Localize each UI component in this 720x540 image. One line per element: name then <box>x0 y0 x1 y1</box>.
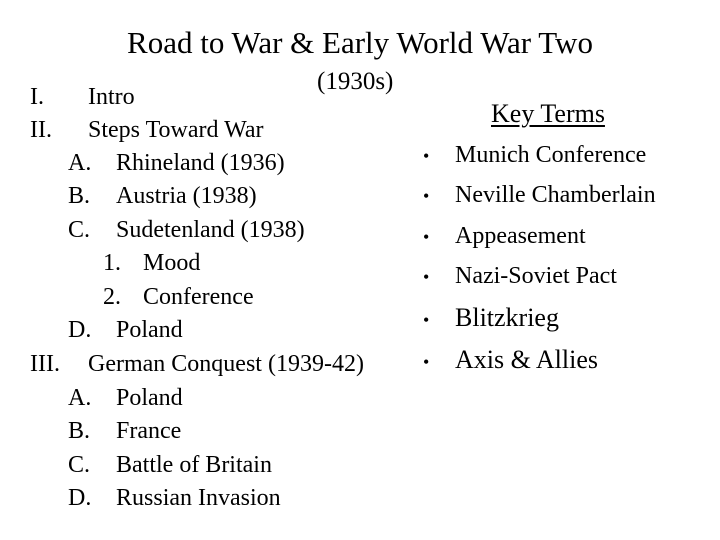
key-term-blitzkrieg: Blitzkrieg <box>455 303 559 332</box>
outline-text: Austria (1938) <box>116 183 257 209</box>
outline-marker: A. <box>68 385 92 411</box>
outline-marker: D. <box>68 317 92 343</box>
outline-text: Conference <box>143 284 254 310</box>
outline-text: Poland <box>116 385 183 411</box>
outline-marker: A. <box>68 150 92 176</box>
outline-text: France <box>116 418 182 444</box>
outline-text: Battle of Britain <box>116 452 272 478</box>
outline-text: Poland <box>116 317 183 343</box>
slide-title: Road to War & Early World War Two <box>127 25 593 60</box>
outline-marker: C. <box>68 217 91 243</box>
key-term-axis-allies: Axis & Allies <box>455 345 599 374</box>
outline-text: Rhineland (1936) <box>116 150 285 176</box>
outline-marker: B. <box>68 183 91 209</box>
outline-marker: D. <box>68 485 92 511</box>
key-terms-heading: Key Terms <box>491 99 605 128</box>
outline-text: Intro <box>88 84 135 110</box>
bullet-icon: • <box>423 267 430 287</box>
bullet-icon: • <box>423 352 430 372</box>
bullet-icon: • <box>423 146 430 166</box>
bullet-icon: • <box>423 227 430 247</box>
key-term-nazi-soviet-pact: Nazi-Soviet Pact <box>455 263 617 289</box>
key-term-appeasement: Appeasement <box>455 223 586 249</box>
outline-text: Sudetenland (1938) <box>116 217 305 243</box>
key-term-munich-conference: Munich Conference <box>455 142 647 168</box>
key-term-neville-chamberlain: Neville Chamberlain <box>455 182 656 208</box>
outline-text: Russian Invasion <box>116 485 281 511</box>
outline-marker: II. <box>30 117 52 143</box>
outline-marker: C. <box>68 452 91 478</box>
outline-marker: 2. <box>103 284 121 310</box>
bullet-icon: • <box>423 310 430 330</box>
outline-marker: I. <box>30 84 44 110</box>
bullet-icon: • <box>423 186 430 206</box>
slide-subtitle: (1930s) <box>317 68 394 95</box>
outline-text: German Conquest (1939-42) <box>88 351 364 377</box>
outline-marker: 1. <box>103 250 121 276</box>
outline-text: Mood <box>143 250 201 276</box>
outline-marker: III. <box>30 351 60 377</box>
outline-text: Steps Toward War <box>88 117 264 143</box>
outline-marker: B. <box>68 418 91 444</box>
